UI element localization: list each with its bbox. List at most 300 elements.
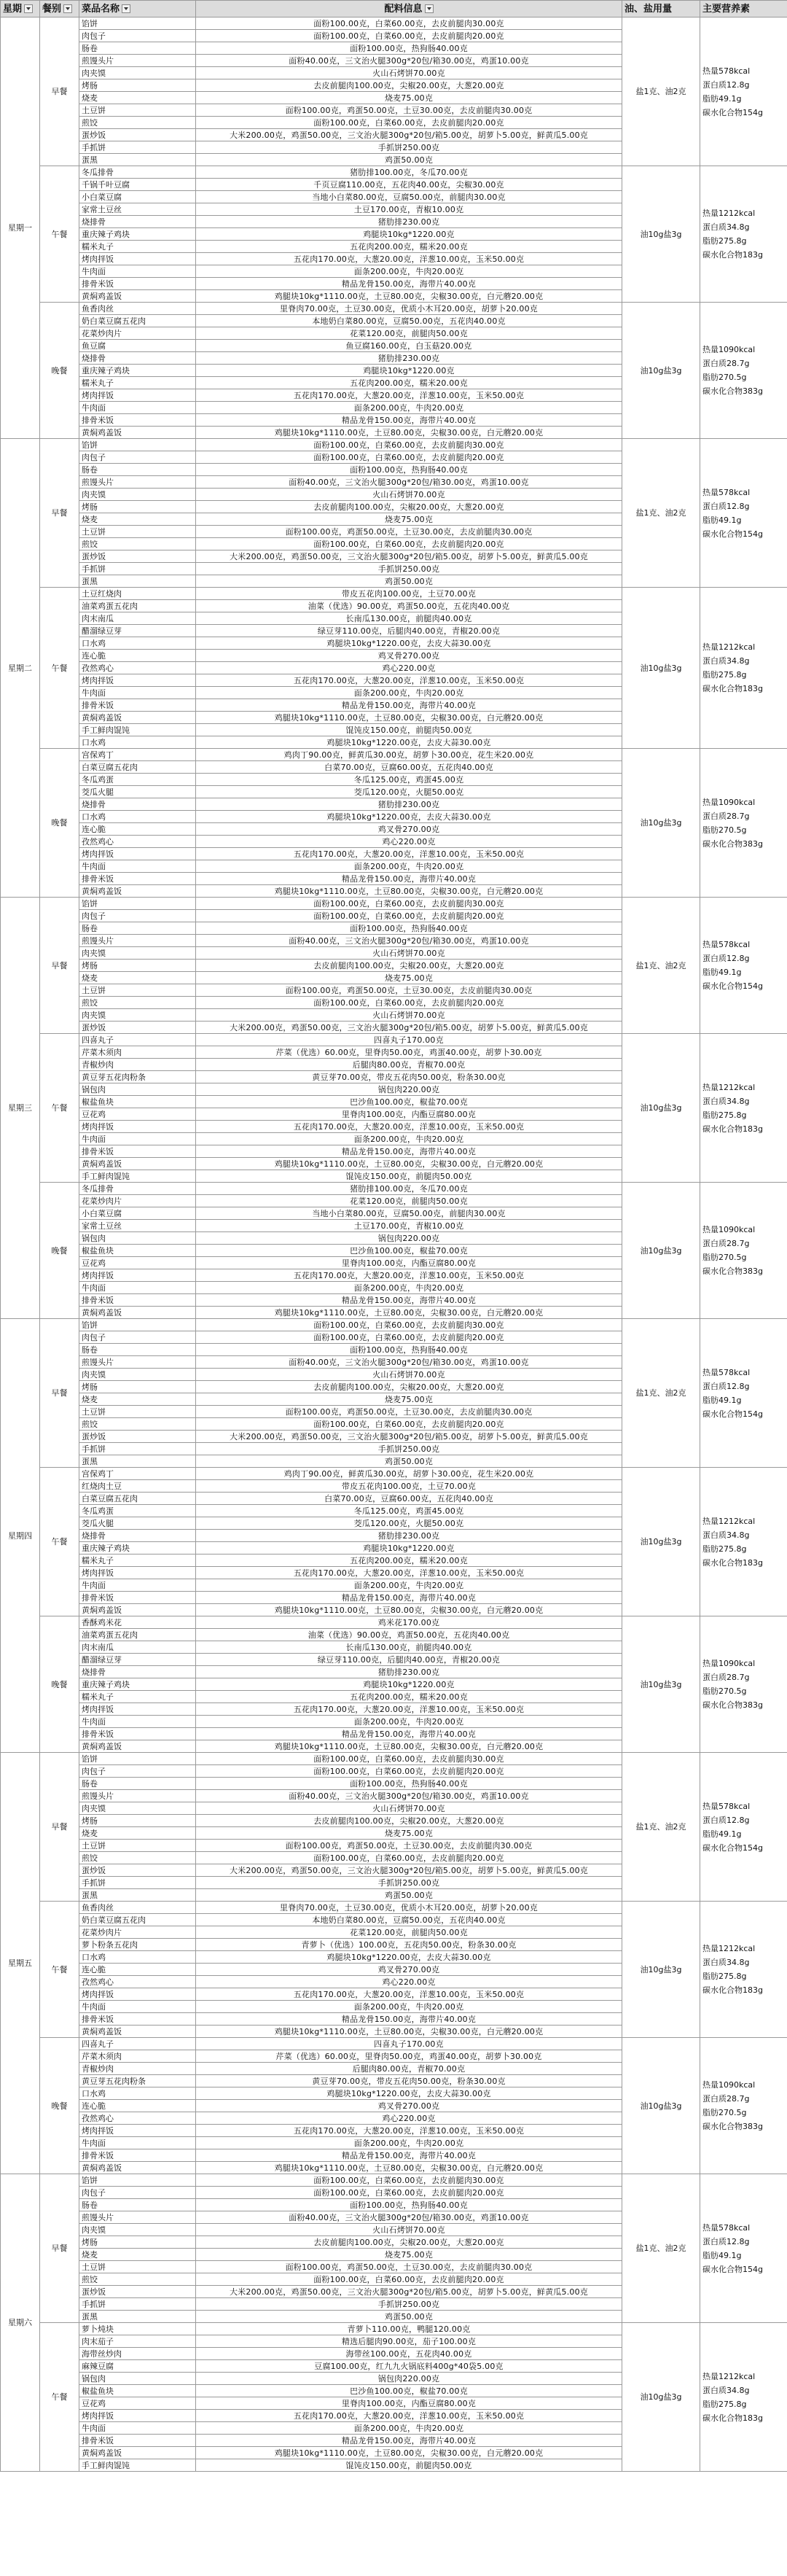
dish-name-cell[interactable]: 茭瓜火腿 [79, 1517, 196, 1530]
ingredients-cell[interactable]: 精品龙骨150.00克，海带片40.00克 [196, 699, 622, 712]
dish-name-cell[interactable]: 重庆辣子鸡块 [79, 228, 196, 241]
nutrition-cell[interactable] [700, 1753, 787, 1902]
ingredients-cell[interactable]: 五花肉200.00克，糯米20.00克 [196, 1554, 622, 1567]
dish-name-cell[interactable]: 口水鸡 [79, 736, 196, 749]
ingredients-cell[interactable]: 五花肉170.00克，大葱20.00克，洋葱10.00克，玉米50.00克 [196, 1121, 622, 1133]
dish-name-cell[interactable]: 牛肉面 [79, 265, 196, 278]
dish-name-cell[interactable]: 肉末茄子 [79, 2335, 196, 2348]
dish-name-cell[interactable]: 烤肠 [79, 1815, 196, 1827]
ingredients-cell[interactable]: 面条200.00克，牛肉20.00克 [196, 1579, 622, 1592]
dish-name-cell[interactable]: 芹菜木须肉 [79, 1046, 196, 1059]
day-cell[interactable]: 星期六 [1, 2174, 40, 2472]
dish-name-cell[interactable]: 蛋炒饭 [79, 2286, 196, 2298]
dish-name-cell[interactable]: 烧排骨 [79, 1666, 196, 1678]
dish-name-cell[interactable]: 口水鸡 [79, 637, 196, 650]
ingredients-cell[interactable]: 面粉100.00克，白菜60.00克，去皮前腿肉20.00克 [196, 1852, 622, 1864]
ingredients-cell[interactable]: 本地奶白菜80.00克，豆腐50.00克，五花肉40.00克 [196, 315, 622, 327]
filter-dropdown-icon[interactable] [425, 4, 434, 13]
dish-name-cell[interactable]: 茭瓜火腿 [79, 786, 196, 798]
ingredients-cell[interactable]: 面粉100.00克，白菜60.00克，去皮前腿肉20.00克 [196, 997, 622, 1009]
ingredients-cell[interactable]: 面粉100.00克，鸡蛋50.00克，土豆30.00克，去皮前腿肉30.00克 [196, 1840, 622, 1852]
ingredients-cell[interactable]: 茭瓜120.00克，火腿50.00克 [196, 786, 622, 798]
ingredients-cell[interactable]: 精品龙骨150.00克，海带片40.00克 [196, 1728, 622, 1740]
dish-name-cell[interactable]: 小白菜豆腐 [79, 1207, 196, 1220]
ingredients-cell[interactable]: 大米200.00克，鸡蛋50.00克，三文治火腿300g*20包/箱5.00克，胡萝卜5.00克，鲜黄瓜5.00克 [196, 129, 622, 141]
dish-name-cell[interactable]: 蛋黑 [79, 2311, 196, 2323]
dish-name-cell[interactable]: 烤肉拌饭 [79, 2410, 196, 2422]
ingredients-cell[interactable]: 精品龙骨150.00克，海带片40.00克 [196, 2013, 622, 2026]
day-cell[interactable]: 星期五 [1, 1753, 40, 2174]
dish-name-cell[interactable]: 煎馒头片 [79, 1356, 196, 1369]
dish-name-cell[interactable]: 小白菜豆腐 [79, 191, 196, 203]
dish-name-cell[interactable]: 椒盐鱼块 [79, 2385, 196, 2397]
ingredients-cell[interactable]: 面条200.00克，牛肉20.00克 [196, 265, 622, 278]
dish-name-cell[interactable]: 烧排骨 [79, 1530, 196, 1542]
ingredients-cell[interactable]: 面条200.00克，牛肉20.00克 [196, 1282, 622, 1294]
dish-name-cell[interactable]: 煎饺 [79, 997, 196, 1009]
dish-name-cell[interactable]: 白菜豆腐五花肉 [79, 1493, 196, 1505]
ingredients-cell[interactable]: 猪肋排100.00克，冬瓜70.00克 [196, 1183, 622, 1195]
dish-name-cell[interactable]: 牛肉面 [79, 2137, 196, 2149]
oil-salt-cell[interactable]: 油10g盐3g [622, 588, 700, 749]
ingredients-cell[interactable]: 黄豆芽70.00克，带皮五花肉50.00克，粉条30.00克 [196, 2075, 622, 2087]
ingredients-cell[interactable]: 猪肋排230.00克 [196, 798, 622, 811]
ingredients-cell[interactable]: 鸡叉骨270.00克 [196, 1964, 622, 1976]
ingredients-cell[interactable]: 后腿肉80.00克，青椒70.00克 [196, 2063, 622, 2075]
ingredients-cell[interactable]: 面粉100.00克，热狗肠40.00克 [196, 42, 622, 55]
ingredients-cell[interactable]: 锅包肉220.00克 [196, 1083, 622, 1096]
ingredients-cell[interactable]: 面粉100.00克，白菜60.00克，去皮前腿肉20.00克 [196, 910, 622, 922]
dish-name-cell[interactable]: 重庆辣子鸡块 [79, 1678, 196, 1691]
ingredients-cell[interactable]: 猪肋排100.00克，冬瓜70.00克 [196, 166, 622, 179]
dish-name-cell[interactable]: 肉包子 [79, 1331, 196, 1344]
dish-name-cell[interactable]: 黄焖鸡盖饭 [79, 1604, 196, 1616]
dish-name-cell[interactable]: 椒盐鱼块 [79, 1096, 196, 1108]
oil-salt-cell[interactable]: 盐1克、油2克 [622, 17, 700, 166]
dish-name-cell[interactable]: 手抓饼 [79, 141, 196, 154]
dish-name-cell[interactable]: 煎馒头片 [79, 935, 196, 947]
dish-name-cell[interactable]: 肉包子 [79, 2187, 196, 2199]
dish-name-cell[interactable]: 肠卷 [79, 42, 196, 55]
ingredients-cell[interactable]: 花菜120.00克，前腿肉50.00克 [196, 327, 622, 340]
ingredients-cell[interactable]: 精品龙骨150.00克，海带片40.00克 [196, 873, 622, 885]
ingredients-cell[interactable]: 绿豆芽110.00克，后腿肉40.00克，青椒20.00克 [196, 625, 622, 637]
dish-name-cell[interactable]: 蛋黑 [79, 575, 196, 588]
ingredients-cell[interactable]: 手抓饼250.00克 [196, 141, 622, 154]
dish-name-cell[interactable]: 肉包子 [79, 30, 196, 42]
dish-name-cell[interactable]: 烧麦 [79, 1393, 196, 1406]
dish-name-cell[interactable]: 煎饺 [79, 117, 196, 129]
ingredients-cell[interactable]: 后腿肉80.00克，青椒70.00克 [196, 1059, 622, 1071]
dish-name-cell[interactable]: 孜然鸡心 [79, 662, 196, 674]
dish-name-cell[interactable]: 蛋炒饭 [79, 1864, 196, 1877]
nutrition-cell[interactable] [700, 166, 787, 303]
ingredients-cell[interactable]: 五花肉170.00克，大葱20.00克，洋葱10.00克，玉米50.00克 [196, 1269, 622, 1282]
dish-name-cell[interactable]: 花菜炒肉片 [79, 1926, 196, 1939]
dish-name-cell[interactable]: 麻辣豆腐 [79, 2360, 196, 2373]
dish-name-cell[interactable]: 红烧肉土豆 [79, 1480, 196, 1493]
filter-dropdown-icon[interactable] [24, 4, 33, 13]
ingredients-cell[interactable]: 四喜丸子170.00克 [196, 1034, 622, 1046]
ingredients-cell[interactable]: 去皮前腿肉100.00克，尖椒20.00克，大葱20.00克 [196, 1381, 622, 1393]
ingredients-cell[interactable]: 精品龙骨150.00克，海带片40.00克 [196, 414, 622, 427]
dish-name-cell[interactable]: 糯米丸子 [79, 1691, 196, 1703]
ingredients-cell[interactable]: 面粉100.00克，白菜60.00克，去皮前腿肉20.00克 [196, 30, 622, 42]
dish-name-cell[interactable]: 烤肉拌饭 [79, 1988, 196, 2001]
dish-name-cell[interactable]: 牛肉面 [79, 2001, 196, 2013]
ingredients-cell[interactable]: 鸡心220.00克 [196, 836, 622, 848]
dish-name-cell[interactable]: 肉包子 [79, 451, 196, 464]
dish-name-cell[interactable]: 烤肉拌饭 [79, 1703, 196, 1716]
nutrition-cell[interactable] [700, 1034, 787, 1183]
ingredients-cell[interactable]: 烧麦75.00克 [196, 1827, 622, 1840]
dish-name-cell[interactable]: 芹菜木须肉 [79, 2050, 196, 2063]
ingredients-cell[interactable]: 豆腐100.00克，红九九火锅底料400g*40袋5.00克 [196, 2360, 622, 2373]
dish-name-cell[interactable]: 家常土豆丝 [79, 203, 196, 216]
dish-name-cell[interactable]: 烧排骨 [79, 216, 196, 228]
dish-name-cell[interactable]: 油菜鸡蛋五花肉 [79, 1629, 196, 1641]
dish-name-cell[interactable]: 排骨米饭 [79, 1728, 196, 1740]
ingredients-cell[interactable]: 面粉100.00克，热狗肠40.00克 [196, 464, 622, 476]
meal-cell[interactable]: 早餐 [40, 1753, 79, 1902]
ingredients-cell[interactable]: 猪肋排230.00克 [196, 216, 622, 228]
nutrition-cell[interactable] [700, 303, 787, 439]
ingredients-cell[interactable]: 鸡腿块10kg*1110.00克，土豆80.00克，尖椒30.00克，白元蘑20.00克 [196, 2026, 622, 2038]
ingredients-cell[interactable]: 冬瓜125.00克，鸡蛋45.00克 [196, 774, 622, 786]
ingredients-cell[interactable]: 面粉100.00克，白菜60.00克，去皮前腿肉20.00克 [196, 1331, 622, 1344]
dish-name-cell[interactable]: 肠卷 [79, 1344, 196, 1356]
nutrition-cell[interactable] [700, 17, 787, 166]
dish-name-cell[interactable]: 油菜鸡蛋五花肉 [79, 600, 196, 612]
ingredients-cell[interactable]: 面粉100.00克，白菜60.00克，去皮前腿肉30.00克 [196, 898, 622, 910]
dish-name-cell[interactable]: 烤肉拌饭 [79, 389, 196, 402]
dish-name-cell[interactable]: 家常土豆丝 [79, 1220, 196, 1232]
dish-name-cell[interactable]: 肉包子 [79, 910, 196, 922]
dish-name-cell[interactable]: 连心脆 [79, 2100, 196, 2112]
ingredients-cell[interactable]: 鸡腿块10kg*1110.00克，土豆80.00克，尖椒30.00克，白元蘑20.00克 [196, 1158, 622, 1170]
dish-name-cell[interactable]: 烤肉拌饭 [79, 1121, 196, 1133]
meal-cell[interactable]: 午餐 [40, 1468, 79, 1616]
dish-name-cell[interactable]: 肉夹馍 [79, 1369, 196, 1381]
dish-name-cell[interactable]: 肉夹馍 [79, 947, 196, 960]
ingredients-cell[interactable]: 五花肉170.00克，大葱20.00克，洋葱10.00克，玉米50.00克 [196, 389, 622, 402]
dish-name-cell[interactable]: 锅包肉 [79, 2373, 196, 2385]
meal-cell[interactable]: 早餐 [40, 2174, 79, 2323]
oil-salt-cell[interactable]: 油10g盐3g [622, 2038, 700, 2174]
dish-name-cell[interactable]: 肠卷 [79, 922, 196, 935]
nutrition-cell[interactable] [700, 439, 787, 588]
dish-name-cell[interactable]: 黄焖鸡盖饭 [79, 1158, 196, 1170]
ingredients-cell[interactable]: 精品龙骨150.00克，海带片40.00克 [196, 1294, 622, 1307]
nutrition-cell[interactable] [700, 749, 787, 898]
dish-name-cell[interactable]: 黄焖鸡盖饭 [79, 1740, 196, 1753]
day-cell[interactable]: 星期四 [1, 1319, 40, 1753]
dish-name-cell[interactable]: 土豆饼 [79, 984, 196, 997]
ingredients-cell[interactable]: 精选后腿肉90.00克，茄子100.00克 [196, 2335, 622, 2348]
oil-salt-cell[interactable]: 油10g盐3g [622, 303, 700, 439]
ingredients-cell[interactable]: 鸡米花170.00克 [196, 1616, 622, 1629]
dish-name-cell[interactable]: 肉夹馍 [79, 489, 196, 501]
ingredients-cell[interactable]: 面条200.00克，牛肉20.00克 [196, 1133, 622, 1145]
dish-name-cell[interactable]: 土豆饼 [79, 1406, 196, 1418]
ingredients-cell[interactable]: 面粉100.00克，白菜60.00克，去皮前腿肉30.00克 [196, 17, 622, 30]
oil-salt-cell[interactable]: 盐1克、油2克 [622, 439, 700, 588]
ingredients-cell[interactable]: 鸡腿块10kg*1110.00克，土豆80.00克，尖椒30.00克，白元蘑20.00克 [196, 712, 622, 724]
dish-name-cell[interactable]: 烤肉拌饭 [79, 253, 196, 265]
ingredients-cell[interactable]: 花菜120.00克，前腿肉50.00克 [196, 1195, 622, 1207]
ingredients-cell[interactable]: 当地小白菜80.00克，豆腐50.00克，前腿肉30.00克 [196, 1207, 622, 1220]
ingredients-cell[interactable]: 鸡腿块10kg*1220.00克，去皮大蒜30.00克 [196, 811, 622, 823]
dish-name-cell[interactable]: 冬瓜排骨 [79, 1183, 196, 1195]
ingredients-cell[interactable]: 面粉100.00克，鸡蛋50.00克，土豆30.00克，去皮前腿肉30.00克 [196, 526, 622, 538]
ingredients-cell[interactable]: 火山石烤饼70.00克 [196, 67, 622, 79]
ingredients-cell[interactable]: 鸡叉骨270.00克 [196, 823, 622, 836]
ingredients-cell[interactable]: 精品龙骨150.00克，海带片40.00克 [196, 278, 622, 290]
dish-name-cell[interactable]: 豆花鸡 [79, 2397, 196, 2410]
dish-name-cell[interactable]: 冬瓜排骨 [79, 166, 196, 179]
ingredients-cell[interactable]: 土豆170.00克，青椒10.00克 [196, 1220, 622, 1232]
dish-name-cell[interactable]: 黄焖鸡盖饭 [79, 290, 196, 303]
nutrition-cell[interactable] [700, 1616, 787, 1753]
meal-cell[interactable]: 午餐 [40, 166, 79, 303]
dish-name-cell[interactable]: 手工鲜肉馄饨 [79, 1170, 196, 1183]
dish-name-cell[interactable]: 冬瓜鸡蛋 [79, 1505, 196, 1517]
ingredients-cell[interactable]: 黄豆芽70.00克，带皮五花肉50.00克，粉条30.00克 [196, 1071, 622, 1083]
dish-name-cell[interactable]: 蛋炒饭 [79, 1022, 196, 1034]
ingredients-cell[interactable]: 手抓饼250.00克 [196, 2298, 622, 2311]
dish-name-cell[interactable]: 烤肉拌饭 [79, 1567, 196, 1579]
dish-name-cell[interactable]: 排骨米饭 [79, 699, 196, 712]
dish-name-cell[interactable]: 重庆辣子鸡块 [79, 365, 196, 377]
ingredients-cell[interactable]: 面粉100.00克，热狗肠40.00克 [196, 1778, 622, 1790]
dish-name-cell[interactable]: 烤肉拌饭 [79, 848, 196, 860]
dish-name-cell[interactable]: 肉夹馍 [79, 2224, 196, 2236]
dish-name-cell[interactable]: 烤肠 [79, 2236, 196, 2249]
meal-cell[interactable]: 午餐 [40, 1034, 79, 1183]
dish-name-cell[interactable]: 醋溜绿豆芽 [79, 625, 196, 637]
day-cell[interactable]: 星期一 [1, 17, 40, 439]
oil-salt-cell[interactable]: 油10g盐3g [622, 166, 700, 303]
dish-name-cell[interactable]: 锅包肉 [79, 1083, 196, 1096]
dish-name-cell[interactable]: 烧麦 [79, 972, 196, 984]
dish-name-cell[interactable]: 牛肉面 [79, 402, 196, 414]
nutrition-cell[interactable] [700, 1319, 787, 1468]
dish-name-cell[interactable]: 烧麦 [79, 513, 196, 526]
dish-name-cell[interactable]: 烤肠 [79, 1381, 196, 1393]
ingredients-cell[interactable]: 鸡叉骨270.00克 [196, 2100, 622, 2112]
ingredients-cell[interactable]: 锅包肉220.00克 [196, 2373, 622, 2385]
dish-name-cell[interactable]: 手抓饼 [79, 2298, 196, 2311]
dish-name-cell[interactable]: 黄焖鸡盖饭 [79, 2447, 196, 2459]
meal-cell[interactable]: 早餐 [40, 898, 79, 1034]
ingredients-cell[interactable]: 鸡腿块10kg*1220.00克 [196, 365, 622, 377]
dish-name-cell[interactable]: 糯米丸子 [79, 377, 196, 389]
ingredients-cell[interactable]: 面粉100.00克，白菜60.00克，去皮前腿肉30.00克 [196, 1753, 622, 1765]
dish-name-cell[interactable]: 萝卜粉条五花肉 [79, 1939, 196, 1951]
ingredients-cell[interactable]: 面粉40.00克，三文治火腿300g*20包/箱30.00克，鸡蛋10.00克 [196, 2211, 622, 2224]
ingredients-cell[interactable]: 面粉100.00克，白菜60.00克，去皮前腿肉20.00克 [196, 1418, 622, 1431]
ingredients-cell[interactable]: 五花肉170.00克，大葱20.00克，洋葱10.00克，玉米50.00克 [196, 1703, 622, 1716]
ingredients-cell[interactable]: 烧麦75.00克 [196, 513, 622, 526]
dish-name-cell[interactable]: 牛肉面 [79, 687, 196, 699]
ingredients-cell[interactable]: 面条200.00克，牛肉20.00克 [196, 687, 622, 699]
dish-name-cell[interactable]: 孜然鸡心 [79, 836, 196, 848]
oil-salt-cell[interactable]: 盐1克、油2克 [622, 1319, 700, 1468]
ingredients-cell[interactable]: 面条200.00克，牛肉20.00克 [196, 402, 622, 414]
dish-name-cell[interactable]: 手抓饼 [79, 563, 196, 575]
ingredients-cell[interactable]: 面条200.00克，牛肉20.00克 [196, 2137, 622, 2149]
dish-name-cell[interactable]: 海带丝炒肉 [79, 2348, 196, 2360]
dish-name-cell[interactable]: 烤肠 [79, 501, 196, 513]
ingredients-cell[interactable]: 鸡心220.00克 [196, 662, 622, 674]
meal-cell[interactable]: 晚餐 [40, 303, 79, 439]
ingredients-cell[interactable]: 面粉100.00克，热狗肠40.00克 [196, 2199, 622, 2211]
ingredients-cell[interactable]: 火山石烤饼70.00克 [196, 1009, 622, 1022]
ingredients-cell[interactable]: 精品龙骨150.00克，海带片40.00克 [196, 1145, 622, 1158]
header-dish[interactable]: 菜品名称 [79, 1, 196, 17]
dish-name-cell[interactable]: 青椒炒肉 [79, 1059, 196, 1071]
dish-name-cell[interactable]: 烤肉拌饭 [79, 2125, 196, 2137]
dish-name-cell[interactable]: 牛肉面 [79, 1282, 196, 1294]
dish-name-cell[interactable]: 煎饺 [79, 2273, 196, 2286]
dish-name-cell[interactable]: 黄焖鸡盖饭 [79, 2026, 196, 2038]
header-meal[interactable]: 餐别 [40, 1, 79, 17]
dish-name-cell[interactable]: 黄焖鸡盖饭 [79, 427, 196, 439]
ingredients-cell[interactable]: 五花肉200.00克，糯米20.00克 [196, 241, 622, 253]
meal-cell[interactable]: 晚餐 [40, 2038, 79, 2174]
dish-name-cell[interactable]: 手抓饼 [79, 1877, 196, 1889]
ingredients-cell[interactable]: 馄饨皮150.00克，前腿肉50.00克 [196, 724, 622, 736]
dish-name-cell[interactable]: 烤肉拌饭 [79, 674, 196, 687]
ingredients-cell[interactable]: 火山石烤饼70.00克 [196, 2224, 622, 2236]
dish-name-cell[interactable]: 手工鲜肉馄饨 [79, 724, 196, 736]
ingredients-cell[interactable]: 本地奶白菜80.00克，豆腐50.00克，五花肉40.00克 [196, 1914, 622, 1926]
ingredients-cell[interactable]: 鸡腿块10kg*1110.00克，土豆80.00克，尖椒30.00克，白元蘑20.00克 [196, 2162, 622, 2174]
oil-salt-cell[interactable]: 油10g盐3g [622, 2323, 700, 2472]
meal-cell[interactable]: 午餐 [40, 588, 79, 749]
oil-salt-cell[interactable]: 盐1克、油2克 [622, 2174, 700, 2323]
dish-name-cell[interactable]: 牛肉面 [79, 2422, 196, 2435]
dish-name-cell[interactable]: 花菜炒肉片 [79, 327, 196, 340]
ingredients-cell[interactable]: 烧麦75.00克 [196, 2249, 622, 2261]
dish-name-cell[interactable]: 黄焖鸡盖饭 [79, 712, 196, 724]
oil-salt-cell[interactable]: 油10g盐3g [622, 1468, 700, 1616]
ingredients-cell[interactable]: 精品龙骨150.00克，海带片40.00克 [196, 2435, 622, 2447]
dish-name-cell[interactable]: 奶白菜豆腐五花肉 [79, 1914, 196, 1926]
dish-name-cell[interactable]: 烧麦 [79, 2249, 196, 2261]
dish-name-cell[interactable]: 鱼香肉丝 [79, 303, 196, 315]
dish-name-cell[interactable]: 豆花鸡 [79, 1108, 196, 1121]
dish-name-cell[interactable]: 连心脆 [79, 650, 196, 662]
dish-name-cell[interactable]: 肉夹馍 [79, 1009, 196, 1022]
nutrition-cell[interactable] [700, 2174, 787, 2323]
ingredients-cell[interactable]: 里脊肉100.00克，内酯豆腐80.00克 [196, 1108, 622, 1121]
ingredients-cell[interactable]: 大米200.00克，鸡蛋50.00克，三文治火腿300g*20包/箱5.00克，胡萝卜5.00克，鲜黄瓜5.00克 [196, 1864, 622, 1877]
dish-name-cell[interactable]: 蛋炒饭 [79, 129, 196, 141]
ingredients-cell[interactable]: 四喜丸子170.00克 [196, 2038, 622, 2050]
dish-name-cell[interactable]: 肉夹馍 [79, 67, 196, 79]
ingredients-cell[interactable]: 馄饨皮150.00克，前腿肉50.00克 [196, 1170, 622, 1183]
dish-name-cell[interactable]: 肠卷 [79, 2199, 196, 2211]
ingredients-cell[interactable]: 鸡腿块10kg*1220.00克 [196, 1542, 622, 1554]
dish-name-cell[interactable]: 糯米丸子 [79, 1554, 196, 1567]
dish-name-cell[interactable]: 蛋黑 [79, 1455, 196, 1468]
dish-name-cell[interactable]: 鱼豆腐 [79, 340, 196, 352]
ingredients-cell[interactable]: 烧麦75.00克 [196, 92, 622, 104]
ingredients-cell[interactable]: 面条200.00克，牛肉20.00克 [196, 2422, 622, 2435]
ingredients-cell[interactable]: 烧麦75.00克 [196, 972, 622, 984]
ingredients-cell[interactable]: 面粉40.00克，三文治火腿300g*20包/箱30.00克，鸡蛋10.00克 [196, 1790, 622, 1802]
dish-name-cell[interactable]: 醋溜绿豆芽 [79, 1654, 196, 1666]
dish-name-cell[interactable]: 四喜丸子 [79, 1034, 196, 1046]
dish-name-cell[interactable]: 排骨米饭 [79, 2013, 196, 2026]
ingredients-cell[interactable]: 精品龙骨150.00克，海带片40.00克 [196, 1592, 622, 1604]
dish-name-cell[interactable]: 手抓饼 [79, 1443, 196, 1455]
ingredients-cell[interactable]: 面粉40.00克，三文治火腿300g*20包/箱30.00克，鸡蛋10.00克 [196, 1356, 622, 1369]
dish-name-cell[interactable]: 连心脆 [79, 1964, 196, 1976]
ingredients-cell[interactable]: 手抓饼250.00克 [196, 1877, 622, 1889]
dish-name-cell[interactable]: 馅饼 [79, 2174, 196, 2187]
dish-name-cell[interactable]: 蛋黑 [79, 154, 196, 166]
nutrition-cell[interactable] [700, 2323, 787, 2472]
ingredients-cell[interactable]: 面粉100.00克，鸡蛋50.00克，土豆30.00克，去皮前腿肉30.00克 [196, 2261, 622, 2273]
ingredients-cell[interactable]: 鸡腿块10kg*1220.00克，去皮大蒜30.00克 [196, 2087, 622, 2100]
ingredients-cell[interactable]: 芹菜（优选）60.00克，里脊肉50.00克，鸡蛋40.00克，胡萝卜30.00克 [196, 1046, 622, 1059]
dish-name-cell[interactable]: 馅饼 [79, 898, 196, 910]
ingredients-cell[interactable]: 猪肋排230.00克 [196, 1530, 622, 1542]
dish-name-cell[interactable]: 烧排骨 [79, 798, 196, 811]
dish-name-cell[interactable]: 排骨米饭 [79, 1592, 196, 1604]
dish-name-cell[interactable]: 黄焖鸡盖饭 [79, 2162, 196, 2174]
dish-name-cell[interactable]: 连心脆 [79, 823, 196, 836]
meal-cell[interactable]: 早餐 [40, 439, 79, 588]
dish-name-cell[interactable]: 煎馒头片 [79, 2211, 196, 2224]
dish-name-cell[interactable]: 牛肉面 [79, 1716, 196, 1728]
dish-name-cell[interactable]: 肉夹馍 [79, 1802, 196, 1815]
ingredients-cell[interactable]: 猪肋排230.00克 [196, 1666, 622, 1678]
dish-name-cell[interactable]: 肉末南瓜 [79, 612, 196, 625]
ingredients-cell[interactable]: 鸡心220.00克 [196, 1976, 622, 1988]
ingredients-cell[interactable]: 面粉40.00克，三文治火腿300g*20包/箱30.00克，鸡蛋10.00克 [196, 935, 622, 947]
dish-name-cell[interactable]: 排骨米饭 [79, 278, 196, 290]
ingredients-cell[interactable]: 鸡蛋50.00克 [196, 154, 622, 166]
oil-salt-cell[interactable]: 油10g盐3g [622, 1902, 700, 2038]
ingredients-cell[interactable]: 带皮五花肉100.00克，土豆70.00克 [196, 1480, 622, 1493]
dish-name-cell[interactable]: 重庆辣子鸡块 [79, 1542, 196, 1554]
dish-name-cell[interactable]: 煎馒头片 [79, 476, 196, 489]
nutrition-cell[interactable] [700, 1902, 787, 2038]
dish-name-cell[interactable]: 肉末南瓜 [79, 1641, 196, 1654]
dish-name-cell[interactable]: 黄焖鸡盖饭 [79, 1307, 196, 1319]
dish-name-cell[interactable]: 黄豆芽五花肉粉条 [79, 1071, 196, 1083]
meal-cell[interactable]: 晚餐 [40, 1183, 79, 1319]
ingredients-cell[interactable]: 面粉40.00克，三文治火腿300g*20包/箱30.00克，鸡蛋10.00克 [196, 55, 622, 67]
ingredients-cell[interactable]: 大米200.00克，鸡蛋50.00克，三文治火腿300g*20包/箱5.00克，胡萝卜5.00克，鲜黄瓜5.00克 [196, 2286, 622, 2298]
ingredients-cell[interactable]: 猪肋排230.00克 [196, 352, 622, 365]
dish-name-cell[interactable]: 煎饺 [79, 1418, 196, 1431]
dish-name-cell[interactable]: 花菜炒肉片 [79, 1195, 196, 1207]
ingredients-cell[interactable]: 面粉100.00克，白菜60.00克，去皮前腿肉30.00克 [196, 439, 622, 451]
ingredients-cell[interactable]: 鸡腿块10kg*1110.00克，土豆80.00克，尖椒30.00克，白元蘑20.00克 [196, 427, 622, 439]
ingredients-cell[interactable]: 面粉40.00克，三文治火腿300g*20包/箱30.00克，鸡蛋10.00克 [196, 476, 622, 489]
nutrition-cell[interactable] [700, 898, 787, 1034]
dish-name-cell[interactable]: 排骨米饭 [79, 1294, 196, 1307]
ingredients-cell[interactable]: 火山石烤饼70.00克 [196, 1802, 622, 1815]
ingredients-cell[interactable]: 面粉100.00克，白菜60.00克，去皮前腿肉20.00克 [196, 2187, 622, 2199]
ingredients-cell[interactable]: 五花肉170.00克，大葱20.00克，洋葱10.00克，玉米50.00克 [196, 2125, 622, 2137]
header-day[interactable]: 星期 [1, 1, 40, 17]
dish-name-cell[interactable]: 鱼香肉丝 [79, 1902, 196, 1914]
